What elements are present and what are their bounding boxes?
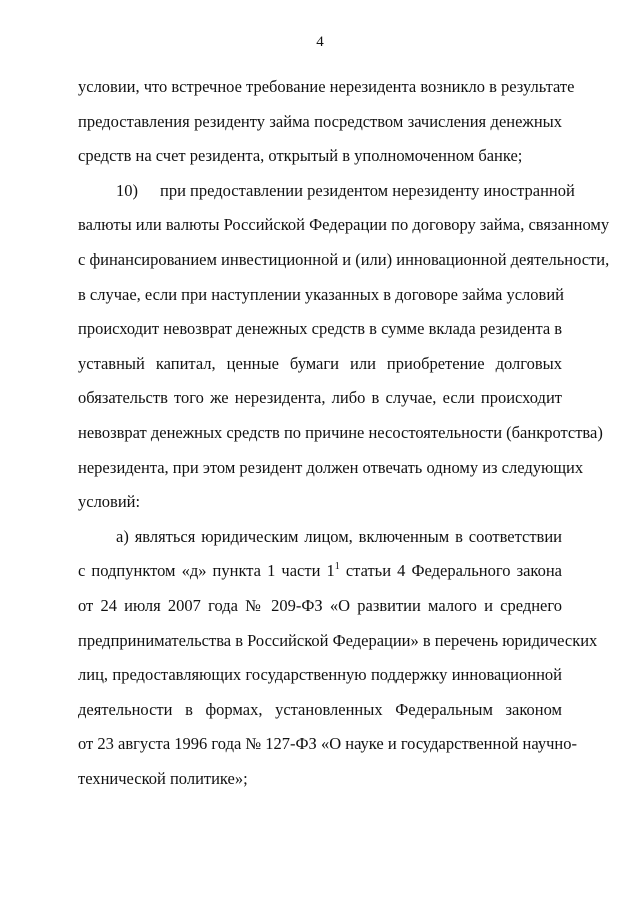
text-line: условии, что встречное требование нерезидента возникло в результате	[78, 77, 575, 96]
text-line: уставный капитал, ценные бумаги или приобретение долговых	[78, 353, 562, 373]
text-span: при предоставлении резидентом нерезиденту иностранной	[160, 180, 575, 200]
text-line: валюты или валюты Российской Федерации по договору займа, связанному	[78, 215, 610, 235]
text-line: в случае, если при наступлении указанных в договоре займа условий	[78, 284, 564, 304]
text-line: обязательств того же нерезидента, либо в случае, если происходит	[78, 388, 562, 408]
text-line: а) являться юридическим лицом, включенным в соответствии	[116, 526, 562, 546]
text-span: статьи 4 Федерального закона	[339, 561, 562, 581]
text-line: предпринимательства в Российской Федерации» в перечень юридических	[78, 630, 598, 650]
text-line: с финансированием инвестиционной и (или) инновационной деятельности,	[78, 249, 610, 269]
superscript: 1	[334, 561, 340, 573]
text-line: от 24 июля 2007 года № 209-ФЗ «О развитии малого и среднего	[78, 595, 562, 615]
text-line	[78, 554, 562, 589]
document-body	[78, 70, 610, 796]
subparagraph-a	[78, 520, 598, 797]
paragraph-item-10	[78, 174, 610, 520]
text-line: деятельности в формах, установленных Федеральным законом	[78, 699, 562, 719]
text-line: технической политике»;	[78, 768, 248, 788]
text-line: невозврат денежных средств по причине несостоятельности (банкротства)	[78, 422, 603, 442]
text-line: предоставления резиденту займа посредством зачисления денежных	[78, 111, 562, 131]
text-line: условий:	[78, 492, 141, 512]
text-line: нерезидента, при этом резидент должен отвечать одному из следующих	[78, 457, 584, 477]
text-line: лиц, предоставляющих государственную поддержку инновационной	[78, 665, 562, 685]
text-line	[78, 174, 575, 209]
text-line: от 23 августа 1996 года № 127-ФЗ «О науке и государственной научно-	[78, 734, 577, 754]
item-number: 10)	[116, 180, 138, 200]
page-number: 4	[316, 34, 324, 50]
text-line: происходит невозврат денежных средств в сумме вклада резидента в	[78, 319, 563, 339]
text-line: средств на счет резидента, открытый в уполномоченном банке;	[78, 146, 523, 166]
text-span: с подпунктом «д» пункта 1 части 1	[78, 561, 335, 581]
paragraph-continuation	[78, 70, 575, 174]
